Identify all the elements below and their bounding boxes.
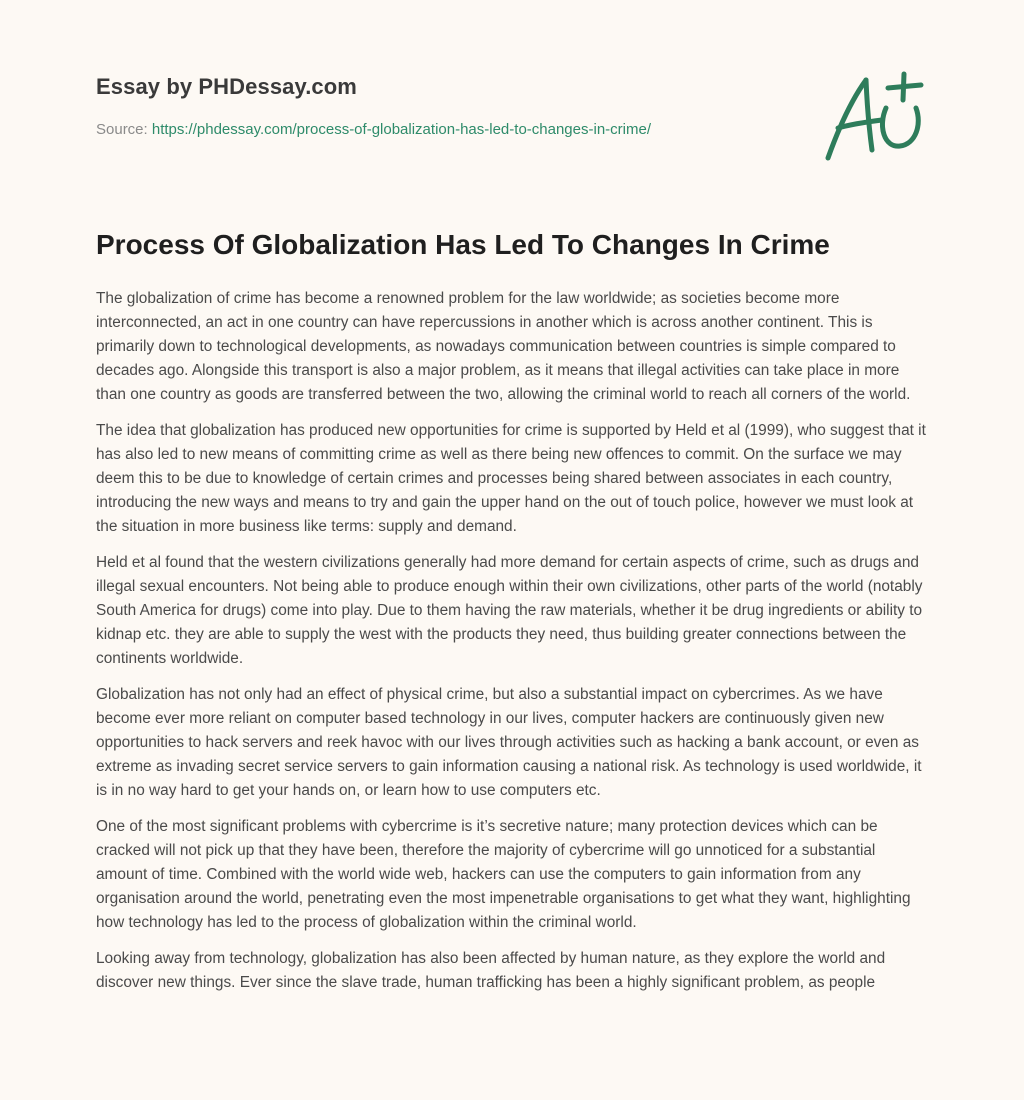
paragraph: The idea that globalization has produced new opportunities for crime is supported by Held et al (1999), who suggest that it has also led to new means of committing crime as well as there being new offences to commit. On the surface we may deem this to be due to knowledge of certain crimes and processes being shared between associates in each country, introducing the new ways and means to try and gain the upper hand on the out of touch police, however we must look at the situation in more business like terms: supply and demand. <box>96 422 926 535</box>
page-header <box>96 74 776 138</box>
article <box>96 226 928 1007</box>
paragraph: The globalization of crime has become a renowned problem for the law worldwide; as societies become more interconnected, an act in one country can have repercussions in another which is across another continent. This is primarily down to technological developments, as nowadays communication between countries is simple compared to decades ago. Alongside this transport is also a major problem, as it means that illegal activities can take place in more than one country as goods are transferred between the two, allowing the criminal world to reach all corners of the world. <box>96 290 911 403</box>
source-line <box>96 121 776 138</box>
source-link[interactable]: https://phdessay.com/process-of-globalization-has-led-to-changes-in-crime/ <box>151 121 651 138</box>
site-title: Essay by PHDessay.com <box>96 74 357 99</box>
a-plus-logo-svg <box>820 68 930 168</box>
paragraph: Looking away from technology, globalization has also been affected by human nature, as they explore the world and discover new things. Ever since the slave trade, human trafficking has been a highly significant problem, as people <box>96 950 886 991</box>
paragraph: Held et al found that the western civilizations generally had more demand for certain aspects of crime, such as drugs and illegal sexual encounters. Not being able to produce enough within their own civilizations, other parts of the world (notably South America for drugs) come into play. Due to them having the raw materials, whether it be drug ingredients or ability to kidnap etc. they are able to supply the west with the products they need, thus building greater connections between the continents worldwide. <box>96 554 923 667</box>
article-title: Process Of Globalization Has Led To Changes In Crime <box>96 229 830 260</box>
paragraph: Globalization has not only had an effect of physical crime, but also a substantial impact on cybercrimes. As we have become ever more reliant on computer based technology in our lives, computer hackers are continuously given new opportunities to hack servers and reek havoc with our lives through activities such as hacking a bank account, or even as extreme as invading secret service servers to gain information causing a national risk. As technology is used worldwide, it is in no way hard to get your hands on, or learn how to use computers etc. <box>96 686 922 799</box>
a-plus-grade-icon <box>820 68 930 168</box>
source-label: Source: <box>96 121 148 138</box>
paragraph: One of the most significant problems with cybercrime is it’s secretive nature; many protection devices which can be cracked will not pick up that they have been, therefore the majority of cybercrime will go unnoticed for a substantial amount of time. Combined with the world wide web, hackers can use the computers to gain information from any organisation around the world, penetrating even the most impenetrable organisations to get what they want, highlighting how technology has led to the process of globalization within the criminal world. <box>96 818 911 931</box>
